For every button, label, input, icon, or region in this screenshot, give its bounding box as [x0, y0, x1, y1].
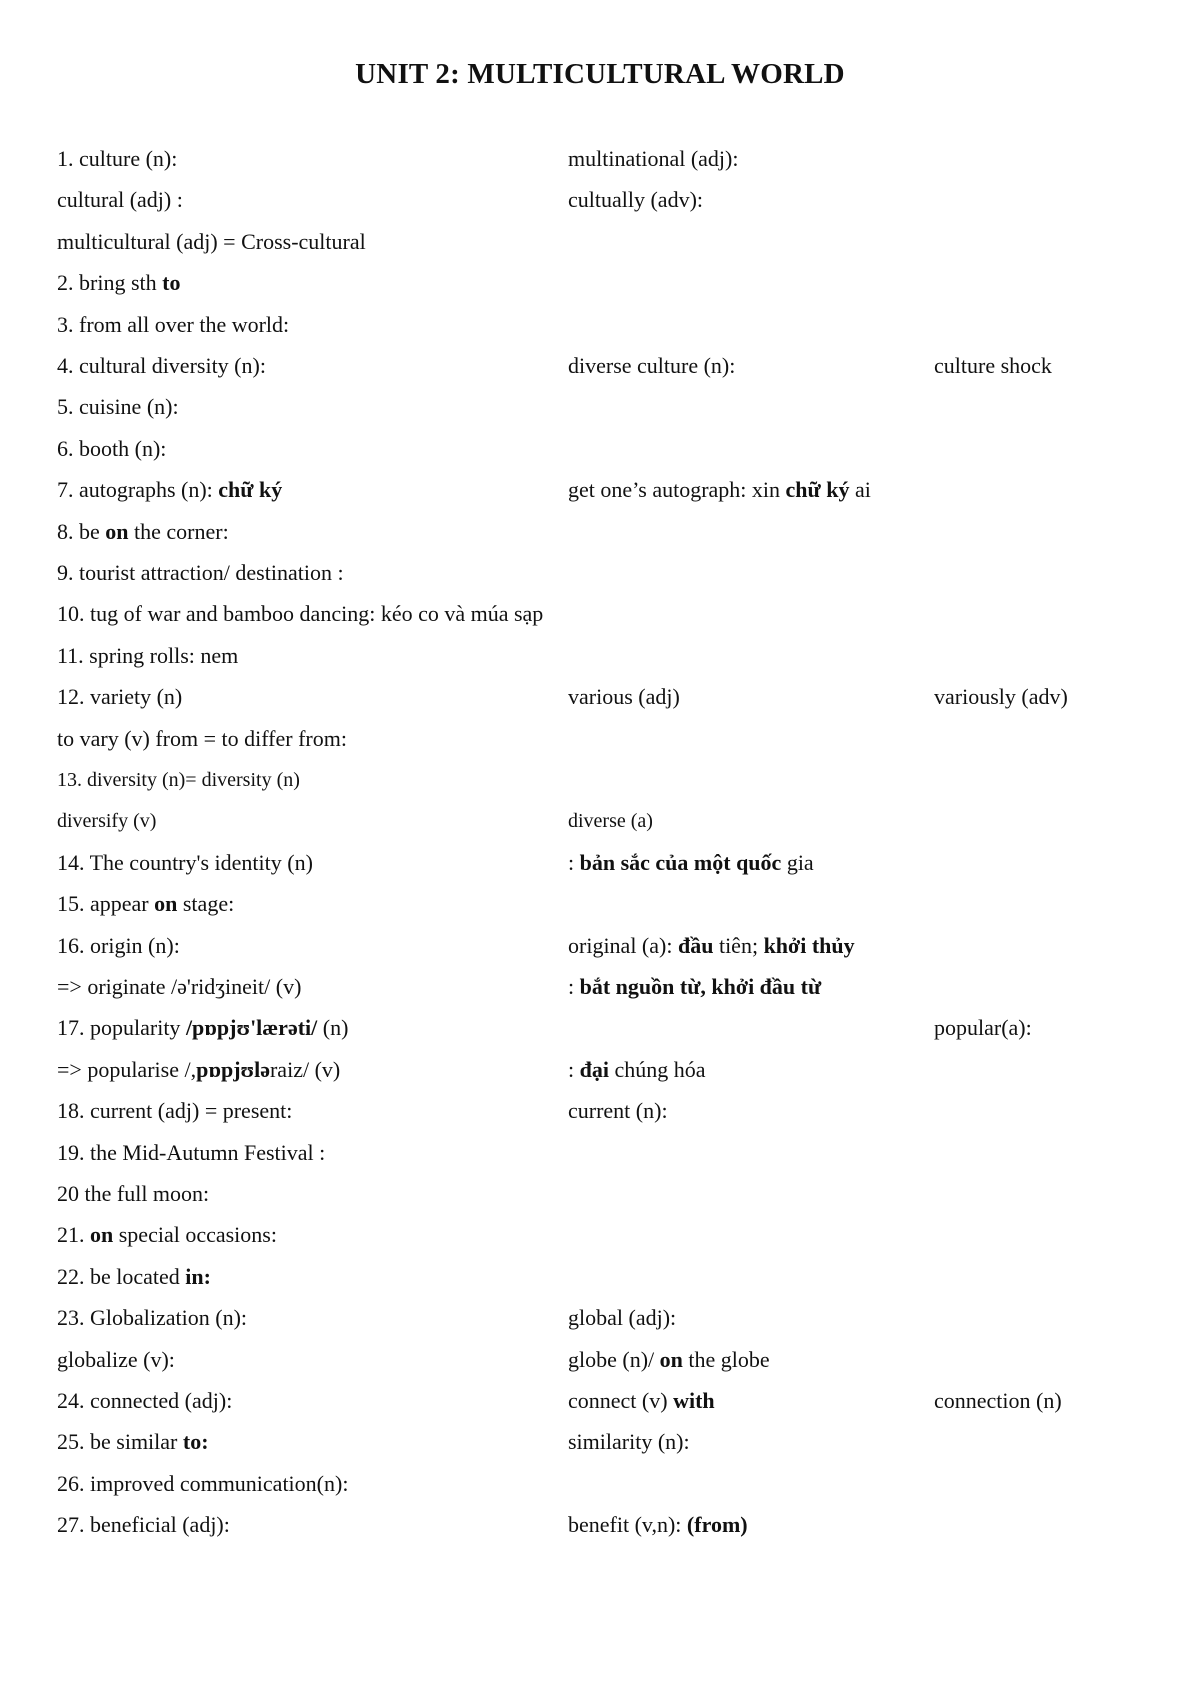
- vocab-text: 22. be located: [57, 1263, 186, 1289]
- vocab-text: :: [568, 974, 580, 999]
- vocab-text: bản sắc của một quốc: [579, 849, 782, 875]
- vocab-entry-left: [57, 1305, 247, 1331]
- vocab-entry-middle: [568, 477, 871, 503]
- vocab-text: đại: [579, 1056, 609, 1082]
- vocab-row: [0, 312, 1200, 348]
- vocab-entry-middle: [568, 146, 738, 172]
- vocab-text: stage:: [177, 891, 235, 917]
- vocab-text: on: [90, 1222, 114, 1248]
- vocab-text: 9. tourist attraction/ destination :: [57, 560, 344, 585]
- vocab-text: with: [673, 1388, 715, 1413]
- vocab-text: to vary (v) from = to differ from:: [57, 725, 347, 751]
- vocab-row: [0, 353, 1200, 389]
- vocab-text: 11. spring rolls: nem: [57, 642, 239, 668]
- vocab-row: [0, 850, 1200, 886]
- vocab-row: [0, 560, 1200, 596]
- vocab-entry-left: [57, 477, 282, 503]
- page-title: UNIT 2: MULTICULTURAL WORLD: [355, 58, 845, 90]
- vocab-text: khởi thủy: [763, 932, 855, 958]
- vocab-text: various (adj): [568, 684, 680, 710]
- vocab-row: [0, 519, 1200, 555]
- vocab-entry-left: [57, 601, 543, 627]
- vocab-text: connection (n): [934, 1388, 1062, 1413]
- vocab-text: multinational (adj):: [568, 146, 739, 171]
- vocab-row: [0, 1222, 1200, 1258]
- vocab-row: [0, 477, 1200, 513]
- vocab-text: 26. improved communication(n):: [57, 1470, 349, 1496]
- vocab-text: 10. tug of war and bamboo dancing: kéo co và múa sạp: [57, 601, 544, 627]
- vocab-entry-left: [57, 1057, 340, 1083]
- vocab-entry-left: [57, 1015, 348, 1041]
- vocab-entry-left: [57, 436, 166, 462]
- vocab-row: [0, 1347, 1200, 1383]
- vocab-entry-left: [57, 1512, 230, 1538]
- vocab-entry-left: [57, 394, 179, 420]
- vocab-text: 14. The country's identity (n): [57, 849, 313, 875]
- vocab-row: [0, 394, 1200, 430]
- vocab-entry-left: [57, 353, 266, 379]
- vocab-row: [0, 1015, 1200, 1051]
- vocab-text: 15. appear: [57, 891, 155, 917]
- vocab-text: /pɒpjʊ'lærəti/: [185, 1015, 318, 1041]
- vocab-row: [0, 436, 1200, 472]
- vocab-row: [0, 1305, 1200, 1341]
- vocab-row: [0, 270, 1200, 306]
- vocab-row: [0, 1429, 1200, 1465]
- vocab-text: (n): [317, 1015, 349, 1041]
- vocab-entry-left: [57, 767, 300, 793]
- vocab-entry-middle: [568, 1057, 706, 1083]
- vocab-entry-left: [57, 974, 301, 1000]
- vocab-entry-left: [57, 1222, 277, 1248]
- vocab-entry-middle: [568, 974, 821, 1000]
- vocab-text: cultural (adj) :: [57, 187, 183, 213]
- vocab-text: the globe: [682, 1346, 770, 1372]
- vocab-entry-left: [57, 1347, 175, 1373]
- vocab-entry-left: [57, 808, 156, 834]
- vocab-entry-left: [57, 519, 229, 545]
- vocab-text: :: [568, 1056, 580, 1082]
- vocab-entry-right: [934, 1388, 1062, 1414]
- vocab-row: [0, 1512, 1200, 1548]
- vocab-entry-middle: [568, 1429, 690, 1455]
- vocab-row: [0, 643, 1200, 679]
- vocab-entry-middle: [568, 353, 735, 379]
- vocab-entry-left: [57, 560, 344, 586]
- vocab-row: [0, 684, 1200, 720]
- vocab-text: chữ ký: [218, 477, 283, 503]
- vocab-entry-left: [57, 1140, 325, 1166]
- vocab-entry-middle: [568, 1388, 715, 1414]
- vocab-entry-left: [57, 1181, 209, 1207]
- vocab-text: 4. cultural diversity (n):: [57, 353, 266, 378]
- vocab-text: 24. connected (adj):: [57, 1388, 233, 1413]
- vocab-row: [0, 187, 1200, 223]
- vocab-text: 6. booth (n):: [57, 435, 167, 461]
- vocab-text: on: [105, 518, 129, 544]
- vocab-text: 7. autographs (n):: [57, 477, 219, 503]
- vocab-text: the corner:: [128, 518, 229, 544]
- vocab-text: similarity (n):: [568, 1429, 690, 1455]
- vocab-text: on: [154, 891, 178, 917]
- vocab-entry-middle: [568, 684, 680, 710]
- vocab-row: [0, 601, 1200, 637]
- vocab-row: [0, 933, 1200, 969]
- vocab-entry-middle: [568, 850, 814, 876]
- vocab-row: [0, 1098, 1200, 1134]
- vocab-text: 21.: [57, 1222, 90, 1248]
- vocab-text: 18. current (adj) = present:: [57, 1098, 293, 1124]
- vocab-text: bắt nguồn từ, khởi đầu từ: [579, 974, 822, 999]
- vocab-text: 19. the Mid-Autumn Festival :: [57, 1139, 326, 1165]
- vocab-text: connect (v): [568, 1388, 674, 1413]
- vocab-entry-right: [934, 1015, 1032, 1041]
- vocab-entry-left: [57, 1264, 211, 1290]
- vocab-text: 2. bring sth: [57, 270, 163, 296]
- vocab-row: [0, 1264, 1200, 1300]
- vocab-row: [0, 1140, 1200, 1176]
- vocab-text: pɒpjʊlə: [196, 1056, 270, 1082]
- vocab-text: => popularise /,: [57, 1056, 197, 1082]
- vocab-text: 23. Globalization (n):: [57, 1305, 248, 1331]
- vocab-text: benefit (v,n):: [568, 1512, 687, 1538]
- vocab-text: popular(a):: [934, 1015, 1032, 1041]
- vocab-entry-middle: [568, 1512, 748, 1538]
- vocab-entry-middle: [568, 933, 855, 959]
- vocab-text: 20 the full moon:: [57, 1181, 210, 1206]
- vocab-entry-left: [57, 1098, 292, 1124]
- vocab-row: [0, 1181, 1200, 1217]
- vocab-entry-left: [57, 933, 180, 959]
- vocab-entry-left: [57, 146, 177, 172]
- vocab-entry-left: [57, 1471, 348, 1497]
- vocab-text: in:: [185, 1263, 211, 1289]
- vocab-text: cultually (adv):: [568, 187, 704, 213]
- vocab-entry-left: [57, 850, 313, 876]
- vocab-text: diverse culture (n):: [568, 353, 736, 378]
- vocab-text: special occasions:: [113, 1222, 277, 1248]
- vocab-text: => originate /ə'ridʒineit/ (v): [57, 974, 302, 999]
- vocab-entry-right: [934, 353, 1052, 379]
- vocab-entry-left: [57, 1388, 232, 1414]
- vocab-entry-left: [57, 726, 347, 752]
- vocab-text: culture shock: [934, 353, 1052, 378]
- vocab-entry-middle: [568, 1098, 668, 1124]
- vocab-text: to:: [182, 1429, 209, 1455]
- vocab-entry-left: [57, 312, 289, 338]
- vocab-text: globalize (v):: [57, 1346, 175, 1372]
- vocab-row: [0, 891, 1200, 927]
- vocab-entry-left: [57, 187, 183, 213]
- vocab-text: on: [659, 1346, 683, 1372]
- vocab-entry-left: [57, 643, 238, 669]
- vocab-text: global (adj):: [568, 1305, 677, 1331]
- vocab-entry-left: [57, 684, 182, 710]
- vocab-row: [0, 1471, 1200, 1507]
- vocab-text: raiz/ (v): [269, 1056, 341, 1082]
- vocab-text: current (n):: [568, 1098, 668, 1124]
- vocab-text: original (a):: [568, 932, 678, 958]
- vocab-text: đầu: [677, 932, 714, 958]
- vocab-text: :: [568, 849, 580, 875]
- vocab-text: 3. from all over the world:: [57, 311, 290, 337]
- vocab-entry-middle: [568, 187, 703, 213]
- vocab-text: chúng hóa: [608, 1056, 706, 1082]
- vocab-entry-middle: [568, 1305, 676, 1331]
- vocab-text: variously (adv): [934, 684, 1068, 710]
- vocab-text: multicultural (adj) = Cross-cultural: [57, 228, 366, 254]
- vocab-row: [0, 1388, 1200, 1424]
- vocab-entry-left: [57, 1429, 209, 1455]
- vocab-text: 25. be similar: [57, 1429, 183, 1455]
- vocab-row: [0, 767, 1200, 803]
- vocab-text: 8. be: [57, 518, 106, 544]
- vocab-entry-middle: [568, 1347, 770, 1373]
- vocab-text: 5. cuisine (n):: [57, 394, 179, 420]
- vocab-text: 17. popularity: [57, 1015, 186, 1041]
- vocab-text: chữ ký: [785, 477, 850, 503]
- vocab-row: [0, 726, 1200, 762]
- vocab-text: ai: [849, 477, 871, 503]
- vocab-text: (from): [686, 1512, 748, 1538]
- vocab-text: 13. diversity (n)= diversity (n): [57, 769, 300, 791]
- vocab-row: [0, 146, 1200, 182]
- vocab-entry-left: [57, 270, 180, 296]
- vocab-text: to: [162, 270, 181, 296]
- vocab-row: [0, 808, 1200, 844]
- vocab-row: [0, 1057, 1200, 1093]
- vocab-text: diverse (a): [568, 810, 653, 833]
- vocab-text: globe (n)/: [568, 1346, 660, 1372]
- vocab-text: diversify (v): [57, 810, 157, 833]
- vocab-text: 12. variety (n): [57, 684, 183, 710]
- vocab-text: get one’s autograph: xin: [568, 477, 786, 503]
- vocab-entry-middle: [568, 808, 653, 834]
- vocab-text: tiên;: [713, 932, 764, 958]
- vocab-row: [0, 229, 1200, 265]
- vocab-entry-left: [57, 891, 234, 917]
- vocab-text: 16. origin (n):: [57, 932, 180, 958]
- vocab-text: 27. beneficial (adj):: [57, 1512, 230, 1538]
- vocab-row: [0, 974, 1200, 1010]
- vocab-entry-left: [57, 229, 366, 255]
- vocab-entry-right: [934, 684, 1068, 710]
- vocab-text: gia: [781, 849, 814, 875]
- vocab-text: 1. culture (n):: [57, 146, 178, 171]
